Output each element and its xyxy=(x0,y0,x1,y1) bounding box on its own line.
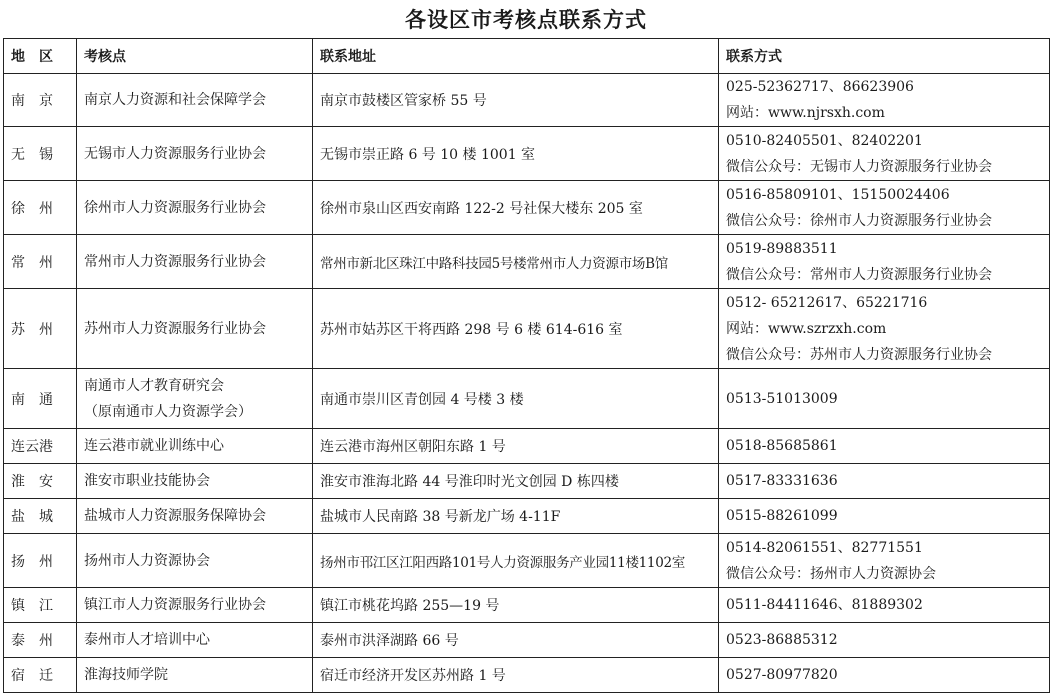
contact-line: 0510-82405501、82402201 xyxy=(726,132,923,149)
center-line: 徐州市人力资源服务行业协会 xyxy=(84,199,266,216)
contact-table xyxy=(3,38,1050,693)
table-row xyxy=(4,235,1050,289)
cell-region: 常 州 xyxy=(4,235,77,289)
cell-address: 连云港市海州区朝阳东路 1 号 xyxy=(313,429,719,464)
contact-line: 0523-86885312 xyxy=(726,632,838,648)
contact-line: 0519-89883511 xyxy=(726,240,838,257)
contact-line: 微信公众号：扬州市人力资源协会 xyxy=(726,565,936,582)
cell-address: 淮安市淮海北路 44 号淮印时光文创园 D 栋四楼 xyxy=(313,464,719,499)
cell-center xyxy=(77,235,313,289)
page-title: 各设区市考核点联系方式 xyxy=(405,7,647,32)
table-row xyxy=(4,464,1050,499)
header-region: 地 区 xyxy=(4,39,77,74)
cell-address: 镇江市桃花坞路 255—19 号 xyxy=(313,588,719,623)
center-line: 镇江市人力资源服务行业协会 xyxy=(84,597,266,613)
table-row xyxy=(4,74,1050,127)
cell-address: 扬州市邗江区江阳西路101号人力资源服务产业园11楼1102室 xyxy=(313,534,719,588)
cell-region: 盐 城 xyxy=(4,499,77,534)
cell-center xyxy=(77,369,313,429)
contact-line: 0527-80977820 xyxy=(726,667,838,683)
table-row xyxy=(4,623,1050,658)
center-line: （原南通市人力资源学会） xyxy=(84,403,252,420)
cell-region: 徐 州 xyxy=(4,181,77,235)
cell-contact xyxy=(719,235,1050,289)
cell-region: 淮 安 xyxy=(4,464,77,499)
cell-center xyxy=(77,181,313,235)
cell-center xyxy=(77,534,313,588)
cell-contact xyxy=(719,181,1050,235)
contact-line: 微信公众号：徐州市人力资源服务行业协会 xyxy=(726,212,992,229)
cell-region: 扬 州 xyxy=(4,534,77,588)
cell-center xyxy=(77,464,313,499)
cell-address: 南通市崇川区青创园 4 号楼 3 楼 xyxy=(313,369,719,429)
cell-contact xyxy=(719,127,1050,181)
contact-line: 0515-88261099 xyxy=(726,508,838,524)
header-address: 联系地址 xyxy=(313,39,719,74)
contact-line: 网站：www.szrzxh.com xyxy=(726,320,887,337)
table-row xyxy=(4,181,1050,235)
center-line: 南京人力资源和社会保障学会 xyxy=(84,92,266,108)
center-line: 泰州市人才培训中心 xyxy=(84,632,210,648)
cell-region: 南 京 xyxy=(4,74,77,127)
contact-line: 0516-85809101、15150024406 xyxy=(726,186,950,203)
table-body xyxy=(4,74,1050,693)
contact-line: 微信公众号：常州市人力资源服务行业协会 xyxy=(726,266,992,283)
center-line: 扬州市人力资源协会 xyxy=(84,552,210,569)
table-row xyxy=(4,127,1050,181)
cell-center xyxy=(77,289,313,369)
cell-address: 泰州市洪泽湖路 66 号 xyxy=(313,623,719,658)
header-center: 考核点 xyxy=(77,39,313,74)
center-line: 苏州市人力资源服务行业协会 xyxy=(84,320,266,337)
cell-address: 无锡市崇正路 6 号 10 楼 1001 室 xyxy=(313,127,719,181)
table-row xyxy=(4,289,1050,369)
contact-line: 0512- 65212617、65221716 xyxy=(726,294,928,311)
contact-line: 0511-84411646、81889302 xyxy=(726,597,923,613)
cell-contact xyxy=(719,588,1050,623)
cell-contact xyxy=(719,623,1050,658)
cell-address: 徐州市泉山区西安南路 122-2 号社保大楼东 205 室 xyxy=(313,181,719,235)
table-row xyxy=(4,588,1050,623)
cell-contact xyxy=(719,464,1050,499)
table-row xyxy=(4,499,1050,534)
contact-line: 0518-85685861 xyxy=(726,438,838,454)
cell-center xyxy=(77,588,313,623)
cell-address: 常州市新北区珠江中路科技园5号楼常州市人力资源市场B馆 xyxy=(313,235,719,289)
cell-contact xyxy=(719,658,1050,693)
cell-contact xyxy=(719,429,1050,464)
cell-center xyxy=(77,429,313,464)
cell-center xyxy=(77,74,313,127)
table-row xyxy=(4,369,1050,429)
cell-center xyxy=(77,623,313,658)
cell-address: 苏州市姑苏区干将西路 298 号 6 楼 614-616 室 xyxy=(313,289,719,369)
contact-line: 0517-83331636 xyxy=(726,473,838,489)
cell-region: 连云港 xyxy=(4,429,77,464)
cell-address: 南京市鼓楼区管家桥 55 号 xyxy=(313,74,719,127)
center-line: 盐城市人力资源服务保障协会 xyxy=(84,508,266,524)
center-line: 淮海技师学院 xyxy=(84,667,168,683)
contact-line: 0514-82061551、82771551 xyxy=(726,539,923,556)
cell-contact xyxy=(719,534,1050,588)
center-line: 南通市人才教育研究会 xyxy=(84,377,224,394)
cell-region: 泰 州 xyxy=(4,623,77,658)
cell-region: 无 锡 xyxy=(4,127,77,181)
cell-contact xyxy=(719,289,1050,369)
cell-contact xyxy=(719,74,1050,127)
contact-line: 网站：www.njrsxh.com xyxy=(726,105,885,121)
cell-contact xyxy=(719,499,1050,534)
cell-region: 镇 江 xyxy=(4,588,77,623)
cell-center xyxy=(77,499,313,534)
contact-line: 微信公众号：苏州市人力资源服务行业协会 xyxy=(726,346,992,363)
table-row xyxy=(4,429,1050,464)
cell-region: 南 通 xyxy=(4,369,77,429)
contact-line: 025-52362717、86623906 xyxy=(726,79,914,95)
table-row xyxy=(4,534,1050,588)
center-line: 常州市人力资源服务行业协会 xyxy=(84,253,266,270)
cell-center xyxy=(77,127,313,181)
center-line: 淮安市职业技能协会 xyxy=(84,473,210,489)
cell-center xyxy=(77,658,313,693)
cell-address: 宿迁市经济开发区苏州路 1 号 xyxy=(313,658,719,693)
cell-address: 盐城市人民南路 38 号新龙广场 4-11F xyxy=(313,499,719,534)
center-line: 连云港市就业训练中心 xyxy=(84,438,224,454)
cell-region: 苏 州 xyxy=(4,289,77,369)
table-row xyxy=(4,658,1050,693)
header-contact: 联系方式 xyxy=(719,39,1050,74)
header-row xyxy=(4,39,1050,74)
cell-contact xyxy=(719,369,1050,429)
center-line: 无锡市人力资源服务行业协会 xyxy=(84,145,266,162)
contact-line: 微信公众号：无锡市人力资源服务行业协会 xyxy=(726,158,992,175)
cell-region: 宿 迁 xyxy=(4,658,77,693)
contact-line: 0513-51013009 xyxy=(726,390,838,407)
